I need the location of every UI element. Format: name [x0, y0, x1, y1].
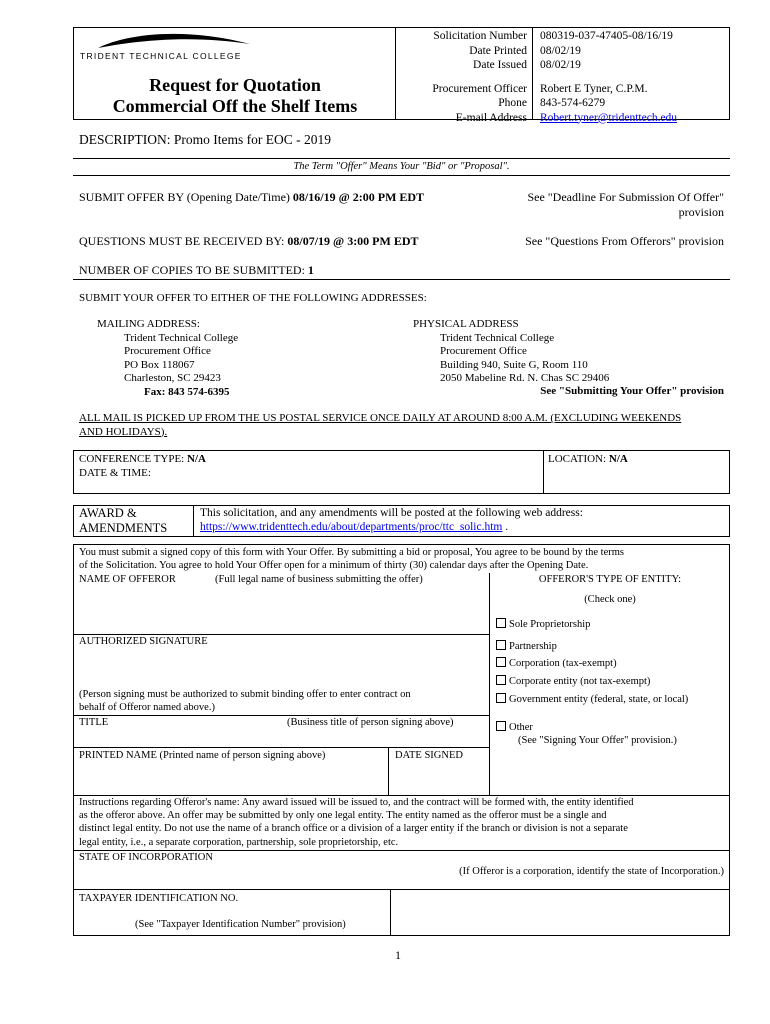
- signature-note-line1: (Person signing must be authorized to submit binding offer to enter contract on: [79, 689, 411, 700]
- title-line-2: Commercial Off the Shelf Items: [112, 96, 358, 116]
- copies-label: NUMBER OF COPIES TO BE SUBMITTED:: [79, 263, 305, 277]
- addresses-intro: SUBMIT YOUR OFFER TO EITHER OF THE FOLLOWING ADDRESSES:: [79, 292, 427, 304]
- mailing-line: Charleston, SC 29423: [124, 372, 221, 384]
- checkbox[interactable]: [496, 693, 506, 703]
- check-one: (Check one): [584, 594, 636, 605]
- name-of-offeror-note: (Full legal name of business submitting the offer): [215, 574, 423, 585]
- header-labels: [400, 29, 527, 125]
- submit-deadline: 08/16/19 @ 2:00 PM EDT: [292, 190, 425, 204]
- checkbox[interactable]: [496, 675, 506, 685]
- tin-note: (See "Taxpayer Identification Number" provision): [135, 919, 346, 930]
- copies-line: [79, 263, 314, 278]
- entity-label: Sole Proprietorship: [509, 619, 591, 630]
- questions-label: QUESTIONS MUST BE RECEIVED BY:: [79, 234, 285, 248]
- label-procurement-officer: Procurement Officer: [432, 82, 527, 95]
- divider: [73, 850, 730, 851]
- header-values-divider: [532, 27, 533, 120]
- entity-option-government[interactable]: [496, 693, 688, 705]
- state-label: STATE OF INCORPORATION: [79, 852, 213, 863]
- submit-see-line1: See "Deadline For Submission Of Offer": [527, 190, 724, 204]
- questions-line: [79, 234, 419, 249]
- entity-label: Corporate entity (not tax-exempt): [509, 676, 651, 687]
- printed-name-field[interactable]: [74, 764, 387, 794]
- questions-provision: See "Questions From Offerors" provision: [525, 234, 724, 248]
- printed-name-label: PRINTED NAME (Printed name of person signing above): [79, 750, 326, 761]
- instructions-line1: Instructions regarding Offeror's name: Any award issued will be issued to, and the contract will be formed with, the entity identified: [79, 797, 634, 808]
- instructions-line2: as the offeror above. An offer may be submitted by only one legal entity. The entity named as the offeror must be a single and: [79, 810, 607, 822]
- checkbox[interactable]: [496, 618, 506, 628]
- conference-location: [548, 453, 628, 465]
- copies-value: 1: [307, 263, 314, 277]
- signature-note-line2: behalf of Offeror named above.): [79, 702, 215, 713]
- divider: [73, 715, 489, 716]
- checkbox[interactable]: [496, 657, 506, 667]
- divider: [73, 279, 730, 280]
- divider: [73, 634, 489, 635]
- award-label: [79, 506, 167, 536]
- divider: [73, 175, 730, 176]
- entity-label: Government entity (federal, state, or local): [509, 694, 689, 705]
- entity-option-corporation[interactable]: [496, 657, 617, 669]
- offer-intro-line2: of the Solicitation. You agree to hold Your Offer open for a minimum of thirty (30) calendar days after the Opening Date.: [79, 560, 589, 571]
- conference-type-label: CONFERENCE TYPE:: [79, 453, 185, 465]
- physical-provision: See "Submitting Your Offer" provision: [540, 385, 724, 397]
- value-phone: 843-574-6279: [540, 97, 606, 109]
- physical-line: 2050 Mabeline Rd. N. Chas SC 29406: [440, 372, 610, 384]
- email-link[interactable]: Robert.tyner@tridenttech.edu: [540, 111, 678, 124]
- description-line: [79, 132, 331, 148]
- term-note: The Term "Offer" Means Your "Bid" or "Proposal".: [293, 161, 510, 172]
- questions-deadline: 08/07/19 @ 3:00 PM EDT: [287, 234, 419, 248]
- entity-label: Partnership: [509, 641, 557, 652]
- award-label-line1: AWARD &: [79, 506, 137, 520]
- name-of-offeror-label: NAME OF OFFEROR: [79, 574, 176, 585]
- submit-see-line2: provision: [678, 205, 724, 219]
- entity-heading: OFFEROR'S TYPE OF ENTITY:: [538, 574, 682, 585]
- mailing-address: [97, 318, 238, 399]
- college-logo: [80, 30, 260, 64]
- entity-option-sole[interactable]: [496, 618, 590, 630]
- mailing-fax: Fax: 843 574-6395: [144, 385, 230, 398]
- signature-field[interactable]: [74, 650, 488, 686]
- other-note: (See "Signing Your Offer" provision.): [518, 735, 677, 746]
- location-label: LOCATION:: [548, 453, 607, 465]
- state-field[interactable]: [74, 866, 374, 888]
- title-field[interactable]: [74, 731, 488, 747]
- header-divider: [395, 27, 396, 120]
- physical-line: Procurement Office: [440, 345, 527, 357]
- conference-datetime-label: DATE & TIME:: [79, 466, 151, 479]
- award-text: [200, 506, 583, 534]
- conference-divider: [543, 450, 544, 494]
- entity-label: Other: [509, 722, 533, 733]
- value-date-printed: 08/02/19: [540, 44, 581, 57]
- physical-address: [413, 318, 609, 386]
- logo-text: TRIDENT TECHNICAL COLLEGE: [80, 51, 242, 61]
- date-signed-label: DATE SIGNED: [395, 750, 463, 761]
- title-label: TITLE: [79, 717, 109, 728]
- page-title: [80, 75, 390, 117]
- trident-logo-icon: [80, 30, 260, 52]
- signature-label: AUTHORIZED SIGNATURE: [79, 636, 208, 647]
- page-number: 1: [395, 948, 401, 962]
- award-label-line2: AMENDMENTS: [79, 521, 168, 535]
- description-value: Promo Items for EOC - 2019: [173, 132, 331, 147]
- title-line-1: Request for Quotation: [149, 75, 321, 95]
- mail-notice-line1: ALL MAIL IS PICKED UP FROM THE US POSTAL SERVICE ONCE DAILY AT AROUND 8:00 A.M. (EXCLUDING WEEKENDS: [79, 412, 682, 424]
- label-phone: Phone: [498, 97, 527, 109]
- mail-notice: [79, 412, 681, 439]
- checkbox[interactable]: [496, 640, 506, 650]
- value-date-issued: 08/02/19: [540, 59, 581, 71]
- instructions-line4: legal entity, i.e., a separate corporation, partnership, sole proprietorship, etc.: [79, 836, 399, 848]
- award-period: .: [505, 521, 509, 533]
- label-solicitation-number: Solicitation Number: [433, 30, 527, 42]
- value-solicitation-number: 080319-037-47405-08/16/19: [540, 30, 673, 42]
- physical-line: Trident Technical College: [440, 331, 555, 344]
- label-email: E-mail Address: [455, 111, 527, 124]
- checkbox[interactable]: [496, 721, 506, 731]
- tin-label: TAXPAYER IDENTIFICATION NO.: [79, 893, 239, 904]
- conference-type-value: N/A: [186, 453, 206, 465]
- title-note: (Business title of person signing above): [287, 717, 454, 728]
- state-note: (If Offeror is a corporation, identify the state of Incorporation.): [459, 866, 724, 877]
- conference-type: [79, 453, 206, 480]
- entity-option-other[interactable]: [496, 721, 533, 733]
- physical-line: Building 940, Suite G, Room 110: [440, 358, 588, 371]
- mailing-heading: MAILING ADDRESS:: [97, 318, 200, 330]
- award-divider: [193, 505, 194, 537]
- mail-notice-line2: AND HOLIDAYS).: [79, 425, 168, 438]
- value-procurement-officer: Robert E Tyner, C.P.M.: [540, 82, 648, 95]
- location-value: N/A: [608, 453, 628, 465]
- tin-field[interactable]: [391, 890, 729, 935]
- date-signed-field[interactable]: [389, 764, 488, 794]
- physical-heading: PHYSICAL ADDRESS: [413, 318, 519, 330]
- instructions-line3: distinct legal entity. Do not use the name of a branch office or a division of a larger entity if the branch or division is not a separate: [79, 823, 628, 835]
- mailing-line: Trident Technical College: [124, 331, 239, 344]
- offer-intro-line1: You must submit a signed copy of this form with Your Offer. By submitting a bid or proposal, You agree to be bound by the terms: [79, 547, 625, 558]
- award-description: This solicitation, and any amendments will be posted at the following web address:: [200, 507, 583, 519]
- entity-option-corporate[interactable]: [496, 675, 650, 687]
- solicitation-url-link[interactable]: https://www.tridenttech.edu/about/departments/proc/ttc_solic.htm: [200, 521, 503, 533]
- mailing-line: Procurement Office: [124, 345, 211, 357]
- divider: [73, 158, 730, 159]
- signature-note: [79, 688, 411, 714]
- entity-divider: [489, 573, 490, 795]
- label-date-issued: Date Issued: [473, 59, 527, 71]
- offer-intro: [79, 546, 729, 572]
- divider: [73, 747, 489, 748]
- entity-option-partnership[interactable]: [496, 640, 557, 652]
- name-of-offeror-field[interactable]: [74, 590, 488, 634]
- submit-offer-line: [79, 190, 424, 205]
- label-date-printed: Date Printed: [469, 44, 527, 57]
- submit-provision: [460, 190, 724, 220]
- mailing-line: PO Box 118067: [124, 358, 195, 371]
- header-values: [540, 29, 728, 125]
- entity-label: Corporation (tax-exempt): [509, 658, 617, 669]
- submit-label: SUBMIT OFFER BY (Opening Date/Time): [79, 190, 290, 204]
- offeror-instructions: [79, 796, 729, 849]
- description-label: DESCRIPTION:: [79, 132, 171, 147]
